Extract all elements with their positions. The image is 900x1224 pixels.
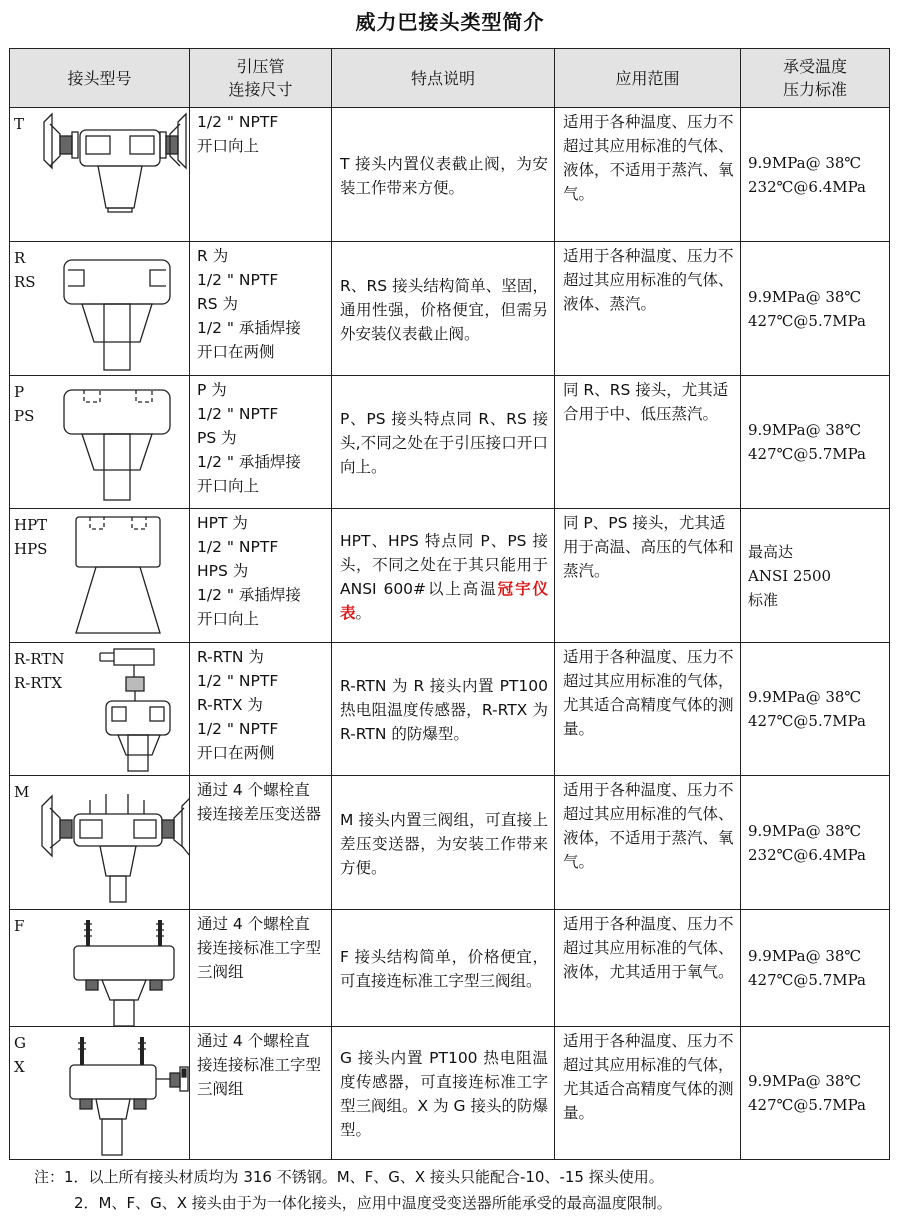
application-cell: 适用于各种温度、压力不超过其应用标准的气体、液体、蒸汽。 — [555, 242, 741, 376]
connection-cell: 通过 4 个螺栓直接连接标准工字型三阀组 — [190, 1027, 332, 1160]
model-label: HPT HPS — [14, 516, 48, 558]
p-fitting-drawing — [10, 376, 190, 509]
model-cell — [10, 643, 190, 776]
connection-cell: R-RTN 为 1/2 " NPTF R-RTX 为 1/2 " NPTF 开口在两侧 — [190, 643, 332, 776]
application-cell: 同 P、PS 接头，尤其适用于高温、高压的气体和蒸汽。 — [555, 509, 741, 643]
connection-cell: HPT 为 1/2 " NPTF HPS 为 1/2 " 承插焊接 开口向上 — [190, 509, 332, 643]
f-fitting-drawing — [10, 910, 190, 1027]
note-line-1: 注：1．以上所有接头材质均为 316 不锈钢。M、F、G、X 接头只能配合-10、-15 探头使用。 — [34, 1168, 664, 1186]
watermark-text: 冠宇仪表 — [340, 579, 548, 622]
features-cell: HPT、HPS 特点同 P、PS 接头，不同之处在于其只能用于 ANSI 600#以上高温冠宇仪表。 — [332, 509, 555, 643]
header-features: 特点说明 — [332, 49, 555, 108]
model-cell — [10, 242, 190, 376]
features-cell: P、PS 接头特点同 R、RS 接头,不同之处在于引压接口开口向上。 — [332, 376, 555, 509]
model-label: F — [14, 917, 25, 935]
table-row — [10, 509, 890, 643]
rating-cell: 9.9MPa@ 38℃ 427℃@5.7MPa — [741, 242, 890, 376]
m-fitting-drawing — [10, 776, 190, 910]
features-cell: F 接头结构简单，价格便宜，可直接连标准工字型三阀组。 — [332, 910, 555, 1027]
application-cell: 适用于各种温度、压力不超过其应用标准的气体，尤其适合高精度气体的测量。 — [555, 1027, 741, 1160]
model-label: R-RTN R-RTX — [14, 650, 65, 692]
features-cell: T 接头内置仪表截止阀，为安装工作带来方便。 — [332, 108, 555, 242]
header-application: 应用范围 — [555, 49, 741, 108]
connection-cell: P 为 1/2 " NPTF PS 为 1/2 " 承插焊接 开口向上 — [190, 376, 332, 509]
model-cell — [10, 910, 190, 1027]
application-cell: 适用于各种温度、压力不超过其应用标准的气体，尤其适合高精度气体的测量。 — [555, 643, 741, 776]
header-model: 接头型号 — [10, 49, 190, 108]
table-row — [10, 776, 890, 910]
t-fitting-drawing — [10, 108, 190, 242]
features-cell: M 接头内置三阀组，可直接上差压变送器，为安装工作带来方便。 — [332, 776, 555, 910]
table-row — [10, 1027, 890, 1160]
rating-cell: 最高达 ANSI 2500 标准 — [741, 509, 890, 643]
header-connection: 引压管 连接尺寸 — [190, 49, 332, 108]
table-row — [10, 910, 890, 1027]
application-cell: 适用于各种温度、压力不超过其应用标准的气体、液体，不适用于蒸汽、氧气。 — [555, 776, 741, 910]
rating-cell: 9.9MPa@ 38℃ 232℃@6.4MPa — [741, 776, 890, 910]
model-label: G X — [14, 1034, 26, 1076]
features-cell: G 接头内置 PT100 热电阻温度传感器，可直接连标准工字型三阀组。X 为 G 接头的防爆型。 — [332, 1027, 555, 1160]
r-rtn-fitting-drawing — [10, 643, 190, 776]
model-label: R RS — [14, 249, 36, 291]
model-cell — [10, 108, 190, 242]
features-cell: R-RTN 为 R 接头内置 PT100 热电阻温度传感器，R-RTX 为 R-RTN 的防爆型。 — [332, 643, 555, 776]
model-label: P PS — [14, 383, 35, 425]
connection-cell: 1/2 " NPTF 开口向上 — [190, 108, 332, 242]
features-text: HPT、HPS 特点同 P、PS 接头，不同之处在于其只能用于 ANSI 600#以上高温 — [340, 531, 548, 598]
g-fitting-drawing — [10, 1027, 190, 1160]
document-title: 威力巴接头类型简介 — [355, 10, 545, 34]
rating-cell: 9.9MPa@ 38℃ 427℃@5.7MPa — [741, 643, 890, 776]
table-row — [10, 376, 890, 509]
fitting-types-table — [9, 48, 890, 1160]
header-rating: 承受温度 压力标准 — [741, 49, 890, 108]
connection-cell: 通过 4 个螺栓直接连接差压变送器 — [190, 776, 332, 910]
application-cell: 适用于各种温度、压力不超过其应用标准的气体、液体，不适用于蒸汽、氧气。 — [555, 108, 741, 242]
table-row — [10, 242, 890, 376]
model-cell — [10, 376, 190, 509]
model-label: M — [14, 783, 30, 801]
model-cell — [10, 776, 190, 910]
model-label: T — [14, 115, 25, 133]
rating-cell: 9.9MPa@ 38℃ 427℃@5.7MPa — [741, 376, 890, 509]
note-line-2: 2．M、F、G、X 接头由于为一体化接头，应用中温度受变送器所能承受的最高温度限制。 — [74, 1194, 672, 1212]
application-cell: 适用于各种温度、压力不超过其应用标准的气体、液体，尤其适用于氧气。 — [555, 910, 741, 1027]
rating-cell: 9.9MPa@ 38℃ 427℃@5.7MPa — [741, 1027, 890, 1160]
table-row — [10, 108, 890, 242]
rating-cell: 9.9MPa@ 38℃ 427℃@5.7MPa — [741, 910, 890, 1027]
model-cell — [10, 509, 190, 643]
hpt-fitting-drawing — [10, 509, 190, 643]
connection-cell: R 为 1/2 " NPTF RS 为 1/2 " 承插焊接 开口在两侧 — [190, 242, 332, 376]
model-cell — [10, 1027, 190, 1160]
connection-cell: 通过 4 个螺栓直接连接标准工字型三阀组 — [190, 910, 332, 1027]
table-row — [10, 643, 890, 776]
features-cell: R、RS 接头结构简单、坚固，通用性强，价格便宜，但需另外安装仪表截止阀。 — [332, 242, 555, 376]
rating-cell: 9.9MPa@ 38℃ 232℃@6.4MPa — [741, 108, 890, 242]
r-fitting-drawing — [10, 242, 190, 376]
header-row — [10, 49, 890, 108]
application-cell: 同 R、RS 接头，尤其适合用于中、低压蒸汽。 — [555, 376, 741, 509]
